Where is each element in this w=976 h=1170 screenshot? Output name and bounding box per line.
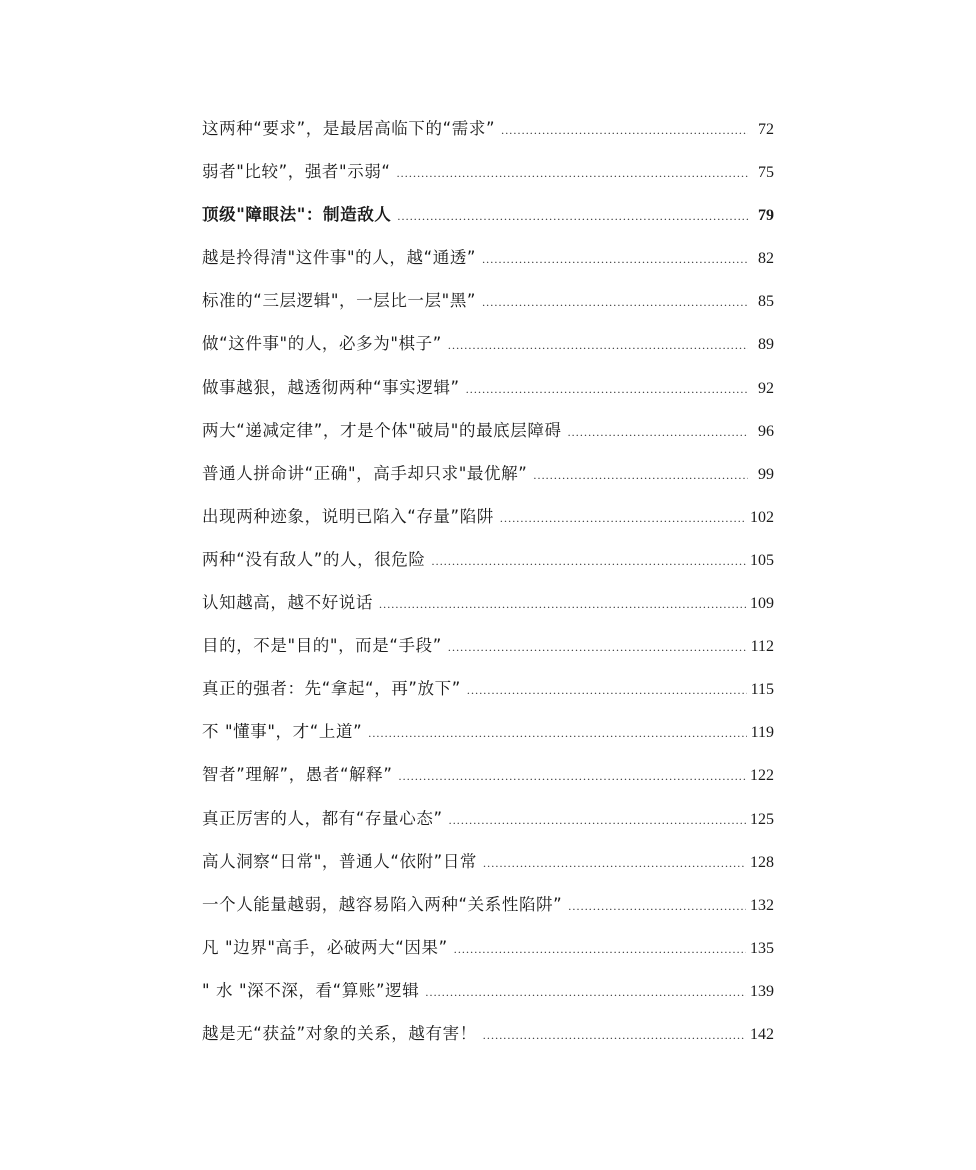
toc-entry[interactable] xyxy=(202,366,774,409)
toc-page-number: 119 xyxy=(750,724,774,742)
toc-page-number: 79 xyxy=(758,207,774,225)
toc-entry-title: 真正的强者：先“拿起“，再”放下” xyxy=(202,679,461,699)
toc-entry[interactable] xyxy=(202,538,774,581)
toc-page-number: 89 xyxy=(758,336,774,354)
toc-page-number: 75 xyxy=(758,164,774,182)
dot-leader xyxy=(397,195,748,238)
dot-leader xyxy=(454,928,746,971)
toc-page-number: 72 xyxy=(758,121,774,138)
toc-entry-title: 做事越狠，越透彻两种“事实逻辑” xyxy=(202,377,460,397)
dot-leader xyxy=(482,281,748,324)
toc-entry-title: 认知越高，越不好说话 xyxy=(202,593,373,613)
toc-entry[interactable] xyxy=(202,797,774,840)
toc-entry-title: 两大“递减定律”，才是个体"破局"的最底层障碍 xyxy=(202,420,562,440)
toc-page-number: 135 xyxy=(750,939,774,957)
toc-page-number: 115 xyxy=(750,681,774,699)
dot-leader xyxy=(568,411,748,454)
toc-entry[interactable] xyxy=(202,495,774,538)
toc-entry[interactable] xyxy=(202,710,774,753)
toc-entry-title: 弱者"比较”，强者"示弱“ xyxy=(202,162,391,182)
dot-leader xyxy=(568,885,746,928)
dot-leader xyxy=(482,238,748,281)
toc-entry-title: 顶级"障眼法"：制造敌人 xyxy=(202,205,392,225)
dot-leader xyxy=(448,324,748,367)
toc-page-number: 92 xyxy=(758,379,774,397)
toc-entry[interactable] xyxy=(202,107,774,150)
toc-page-number: 122 xyxy=(750,767,774,785)
toc-entry[interactable] xyxy=(202,150,774,193)
toc-entry[interactable] xyxy=(202,322,774,365)
toc-page-number: 139 xyxy=(750,982,774,1000)
toc-entry-title: 标准的“三层逻辑"，一层比一层"黑” xyxy=(202,291,477,311)
toc-entry-title: 两种“没有敌人”的人，很危险 xyxy=(202,549,426,569)
dot-leader xyxy=(483,842,746,885)
toc-entry[interactable] xyxy=(202,581,774,624)
toc-page-number: 82 xyxy=(758,250,774,268)
dot-leader xyxy=(466,368,748,411)
toc-entry[interactable] xyxy=(202,969,774,1012)
toc-entry-title: 普通人拼命讲“正确"，高手却只求"最优解” xyxy=(202,463,528,483)
toc-entry[interactable] xyxy=(202,193,774,236)
toc-entry-title: " 水 "深不深，看“算账”逻辑 xyxy=(202,980,420,1000)
dot-leader xyxy=(397,152,748,195)
toc-entry[interactable] xyxy=(202,624,774,667)
dot-leader xyxy=(501,109,748,152)
dot-leader xyxy=(379,583,746,626)
toc-entry-title: 智者”理解”，愚者“解释” xyxy=(202,765,393,785)
toc-page-number: 128 xyxy=(750,853,774,871)
toc-entry-title: 真正厉害的人，都有“存量心态” xyxy=(202,808,443,828)
toc-entry-title: 出现两种迹象，说明已陷入“存量”陷阱 xyxy=(202,506,494,526)
dot-leader xyxy=(432,540,747,583)
toc-page-number: 132 xyxy=(750,896,774,914)
toc-entry[interactable] xyxy=(202,409,774,452)
toc-page-number: 85 xyxy=(758,293,774,311)
toc-page-number: 125 xyxy=(750,810,774,828)
toc-entry-title: 目的，不是"目的"，而是“手段” xyxy=(202,636,442,656)
dot-leader xyxy=(368,712,746,755)
dot-leader xyxy=(533,454,748,497)
toc-entry[interactable] xyxy=(202,840,774,883)
toc-page-number: 112 xyxy=(750,638,774,656)
toc-entry[interactable] xyxy=(202,452,774,495)
toc-entry[interactable] xyxy=(202,1012,774,1055)
toc-page-number: 142 xyxy=(750,1025,774,1043)
toc-page-number: 102 xyxy=(750,508,774,526)
toc-entry-title: 越是拎得清"这件事"的人，越“通透” xyxy=(202,248,477,268)
toc-page-number: 99 xyxy=(758,465,774,483)
toc-entry[interactable] xyxy=(202,236,774,279)
dot-leader xyxy=(467,669,747,712)
toc-entry-title: 凡 "边界"高手，必破两大“因果” xyxy=(202,937,448,957)
toc-page-number: 96 xyxy=(758,422,774,440)
dot-leader xyxy=(483,1014,746,1057)
toc-entry-title: 不 "懂事"，才“上道” xyxy=(202,722,363,742)
toc-entry-title: 高人洞察“日常"，普通人“依附”日常 xyxy=(202,851,478,871)
toc-entry[interactable] xyxy=(202,926,774,969)
toc-entry[interactable] xyxy=(202,279,774,322)
toc-entry-title: 一个人能量越弱，越容易陷入两种“关系性陷阱” xyxy=(202,894,563,914)
toc-entry-title: 做“这件事"的人，必多为"棋子” xyxy=(202,334,442,354)
toc-entry[interactable] xyxy=(202,667,774,710)
toc-entry[interactable] xyxy=(202,753,774,796)
dot-leader xyxy=(500,497,746,540)
toc-page-number: 105 xyxy=(750,551,774,569)
toc-page-number: 109 xyxy=(750,595,774,613)
toc-entry-title: 越是无“获益”对象的关系，越有害！ xyxy=(202,1023,477,1043)
toc-entry[interactable] xyxy=(202,883,774,926)
dot-leader xyxy=(425,971,746,1014)
toc-entry-title: 这两种“要求”，是最居高临下的“需求” xyxy=(202,119,496,138)
dot-leader xyxy=(448,626,747,669)
table-of-contents xyxy=(202,107,774,1055)
dot-leader xyxy=(449,799,746,842)
dot-leader xyxy=(399,755,747,798)
